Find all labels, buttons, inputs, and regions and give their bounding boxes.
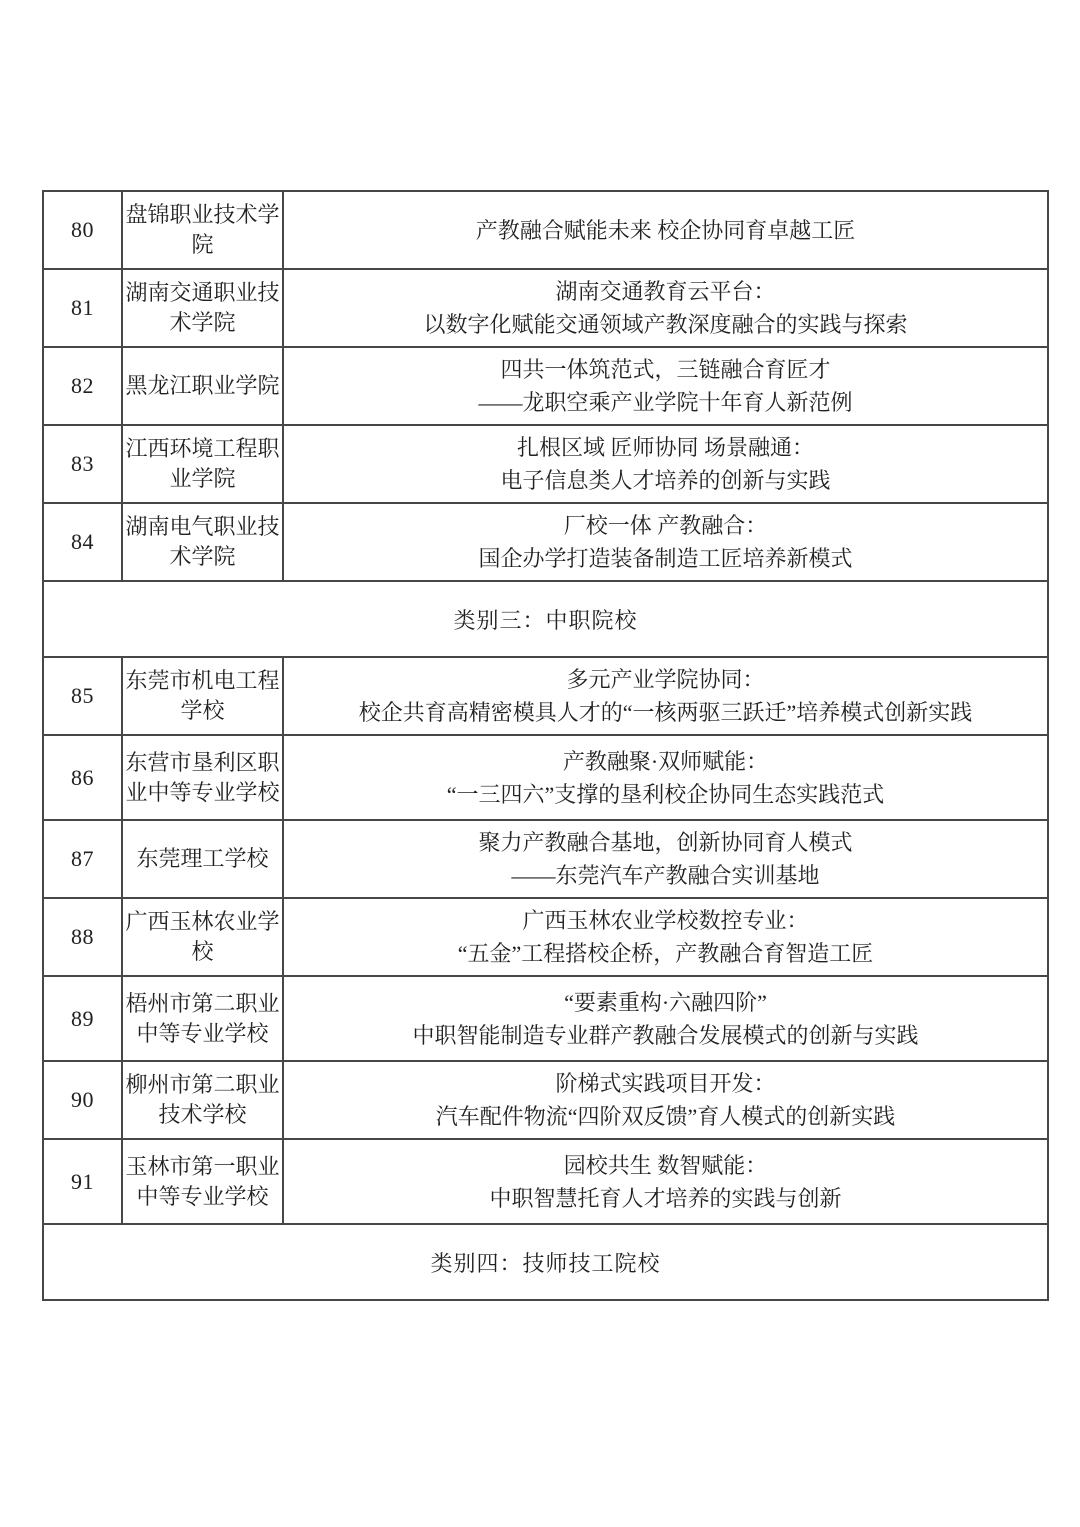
row-number-cell: 85 [43, 657, 122, 735]
row-number-cell: 84 [43, 503, 122, 581]
row-number-cell: 88 [43, 898, 122, 976]
project-title-line2: ——龙职空乘产业学院十年育人新范例 [478, 390, 853, 415]
project-title-line2: “五金”工程搭校企桥，产教融合育智造工匠 [457, 941, 874, 966]
project-title-cell [283, 347, 1048, 425]
project-title-cell [283, 657, 1048, 735]
table-row [43, 976, 1048, 1061]
project-title-cell [283, 503, 1048, 581]
table-row [43, 820, 1048, 898]
row-number-cell: 91 [43, 1139, 122, 1224]
project-title-line1: “要素重构·六融四阶” [564, 989, 767, 1015]
project-title-line2: 中职智能制造专业群产教融合发展模式的创新与实践 [412, 1022, 919, 1048]
category-row [43, 1224, 1048, 1300]
project-title-cell [283, 976, 1048, 1061]
school-name-cell: 盘锦职业技术学院 [122, 191, 283, 269]
row-number-cell: 86 [43, 735, 122, 820]
school-name-cell: 东营市垦利区职业中等专业学校 [122, 735, 283, 820]
row-number-cell: 87 [43, 820, 122, 898]
project-title-line2: 国企办学打造装备制造工匠培养新模式 [478, 546, 853, 571]
row-number-cell: 80 [43, 191, 122, 269]
awards-table [42, 190, 1049, 1301]
project-title-line1: 产教融合赋能未来 校企协同育卓越工匠 [475, 217, 856, 243]
project-title-cell [283, 191, 1048, 269]
school-name-cell: 黑龙江职业学院 [122, 347, 283, 425]
table-row [43, 657, 1048, 735]
school-name-cell: 广西玉林农业学校 [122, 898, 283, 976]
category-row [43, 581, 1048, 657]
project-title-line1: 厂校一体 产教融合： [563, 513, 768, 538]
project-title-cell [283, 898, 1048, 976]
table-row [43, 1061, 1048, 1139]
project-title-cell [283, 1061, 1048, 1139]
table-row [43, 425, 1048, 503]
project-title-cell [283, 735, 1048, 820]
row-number-cell: 90 [43, 1061, 122, 1139]
project-title-line1: 四共一体筑范式，三链融合育匠才 [500, 357, 831, 382]
school-name-cell: 江西环境工程职业学院 [122, 425, 283, 503]
table-row [43, 898, 1048, 976]
category-label: 类别三：中职院校 [43, 581, 1048, 657]
project-title-cell [283, 425, 1048, 503]
school-name-cell: 湖南交通职业技术学院 [122, 269, 283, 347]
category-label: 类别四：技师技工院校 [43, 1224, 1048, 1300]
project-title-cell [283, 1139, 1048, 1224]
project-title-line2: 中职智慧托育人才培养的实践与创新 [489, 1185, 842, 1211]
project-title-line2: 校企共育高精密模具人才的“一核两驱三跃迁”培养模式创新实践 [358, 700, 973, 725]
school-name-cell: 玉林市第一职业中等专业学校 [122, 1139, 283, 1224]
row-number-cell: 89 [43, 976, 122, 1061]
project-title-line1: 阶梯式实践项目开发： [555, 1071, 776, 1096]
school-name-cell: 东莞市机电工程学校 [122, 657, 283, 735]
table-row [43, 735, 1048, 820]
project-title-cell [283, 820, 1048, 898]
project-title-line2: 以数字化赋能交通领域产教深度融合的实践与探索 [423, 312, 908, 337]
row-number-cell: 82 [43, 347, 122, 425]
project-title-line1: 园校共生 数智赋能： [563, 1152, 768, 1178]
row-number-cell: 81 [43, 269, 122, 347]
school-name-cell: 梧州市第二职业中等专业学校 [122, 976, 283, 1061]
project-title-line2: 汽车配件物流“四阶双反馈”育人模式的创新实践 [435, 1104, 896, 1129]
project-title-line1: 扎根区域 匠师协同 场景融通： [516, 435, 814, 460]
project-title-line1: 广西玉林农业学校数控专业： [522, 908, 809, 933]
project-title-line2: “一三四六”支撑的垦利校企协同生态实践范式 [446, 781, 885, 807]
school-name-cell: 东莞理工学校 [122, 820, 283, 898]
project-title-line2: 电子信息类人才培养的创新与实践 [500, 468, 831, 493]
project-title-line2: ——东莞汽车产教融合实训基地 [511, 863, 820, 888]
table-row [43, 347, 1048, 425]
table-row [43, 269, 1048, 347]
school-name-cell: 湖南电气职业技术学院 [122, 503, 283, 581]
project-title-line1: 聚力产教融合基地，创新协同育人模式 [478, 830, 853, 855]
table-row [43, 191, 1048, 269]
school-name-cell: 柳州市第二职业技术学校 [122, 1061, 283, 1139]
table-row [43, 1139, 1048, 1224]
project-title-line1: 多元产业学院协同： [566, 667, 765, 692]
table-row [43, 503, 1048, 581]
project-title-line1: 产教融聚·双师赋能： [562, 748, 769, 774]
project-title-cell [283, 269, 1048, 347]
project-title-line1: 湖南交通教育云平台： [555, 279, 776, 304]
row-number-cell: 83 [43, 425, 122, 503]
